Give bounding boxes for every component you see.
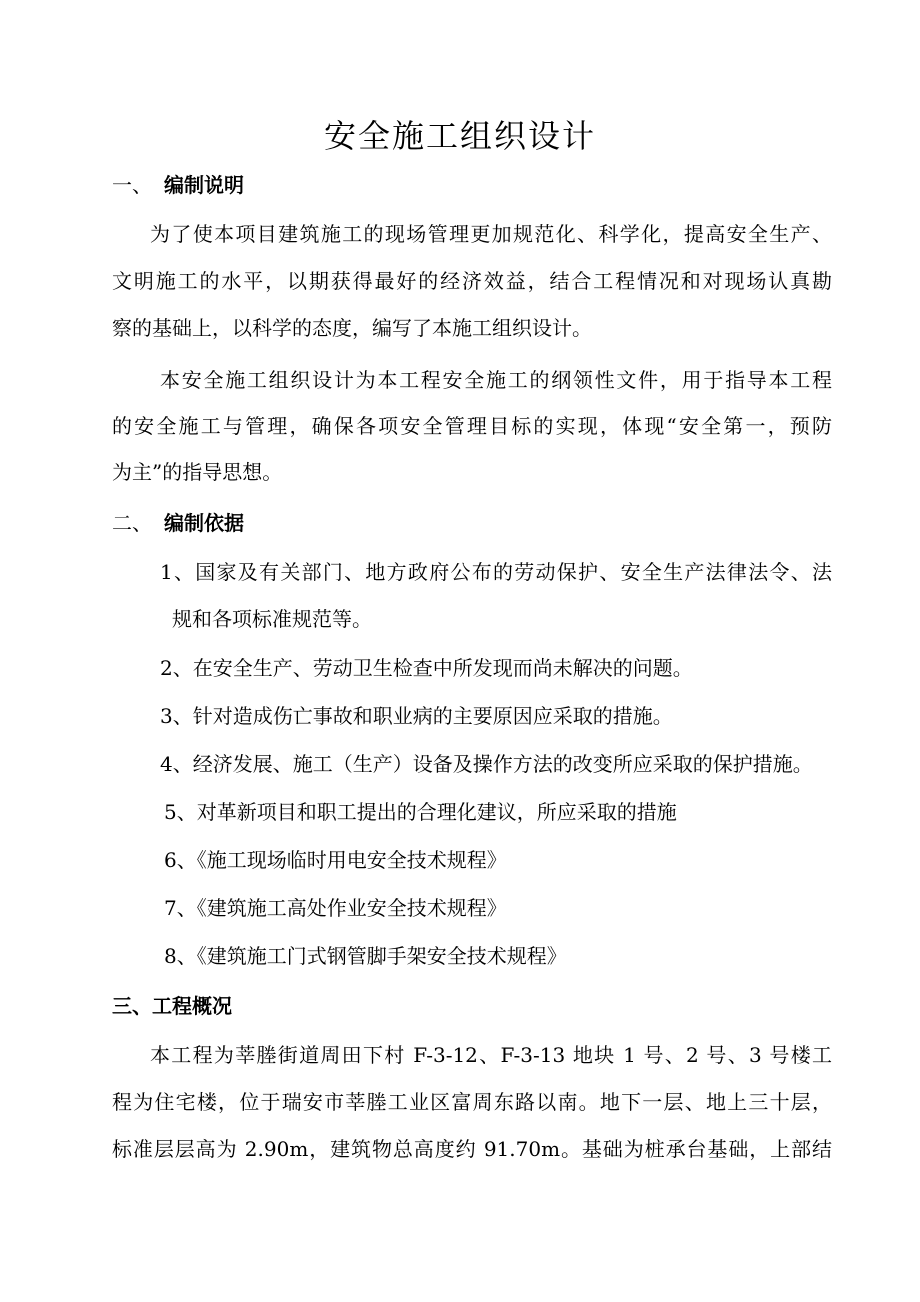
paragraph-line: 察的基础上，以科学的态度，编写了本施工组织设计。	[112, 316, 592, 340]
list-item: 4、经济发展、施工（生产）设备及操作方法的改变所应采取的保护措施。	[160, 752, 813, 776]
section-heading-3: 三、工程概况	[112, 994, 232, 1018]
paragraph-line: 为了使本项目建筑施工的现场管理更加规范化、科学化，提高安全生产、	[150, 222, 832, 246]
section-number-2: 二、	[112, 511, 152, 535]
list-item: 7、《建筑施工高处作业安全技术规程》	[164, 896, 507, 920]
list-item: 8、《建筑施工门式钢管脚手架安全技术规程》	[164, 944, 567, 968]
section-title-2: 编制依据	[164, 511, 244, 535]
list-item: 6、《施工现场临时用电安全技术规程》	[164, 848, 507, 872]
list-item: 3、针对造成伤亡事故和职业病的主要原因应采取的措施。	[160, 704, 673, 728]
paragraph-line: 为主”的指导思想。	[112, 460, 283, 484]
paragraph-line: 本工程为莘塍街道周田下村 F-3-12、F-3-13 地块 1 号、2 号、3 号楼工	[150, 1043, 832, 1067]
section-number-1: 一、	[112, 173, 152, 197]
section-title-1: 编制说明	[164, 173, 244, 197]
list-item: 2、在安全生产、劳动卫生检查中所发现而尚未解决的问题。	[160, 656, 693, 680]
paragraph-line: 的安全施工与管理，确保各项安全管理目标的实现，体现“安全第一，预防	[112, 414, 832, 438]
list-item: 规和各项标准规范等。	[172, 607, 372, 631]
section-heading-2	[112, 508, 244, 538]
paragraph-line: 程为住宅楼，位于瑞安市莘塍工业区富周东路以南。地下一层、地上三十层，	[112, 1090, 832, 1114]
paragraph-line: 标准层层高为 2.90m，建筑物总高度约 91.70m。基础为桩承台基础，上部结	[112, 1137, 832, 1161]
list-item: 5、对革新项目和职工提出的合理化建议，所应采取的措施	[164, 800, 677, 824]
section-heading-1	[112, 170, 244, 200]
paragraph-line: 本安全施工组织设计为本工程安全施工的纲领性文件，用于指导本工程	[160, 368, 832, 392]
list-item: 1、国家及有关部门、地方政府公布的劳动保护、安全生产法律法令、法	[160, 560, 832, 584]
paragraph-line: 文明施工的水平，以期获得最好的经济效益，结合工程情况和对现场认真勘	[112, 269, 832, 293]
document-title: 安全施工组织设计	[323, 117, 596, 155]
